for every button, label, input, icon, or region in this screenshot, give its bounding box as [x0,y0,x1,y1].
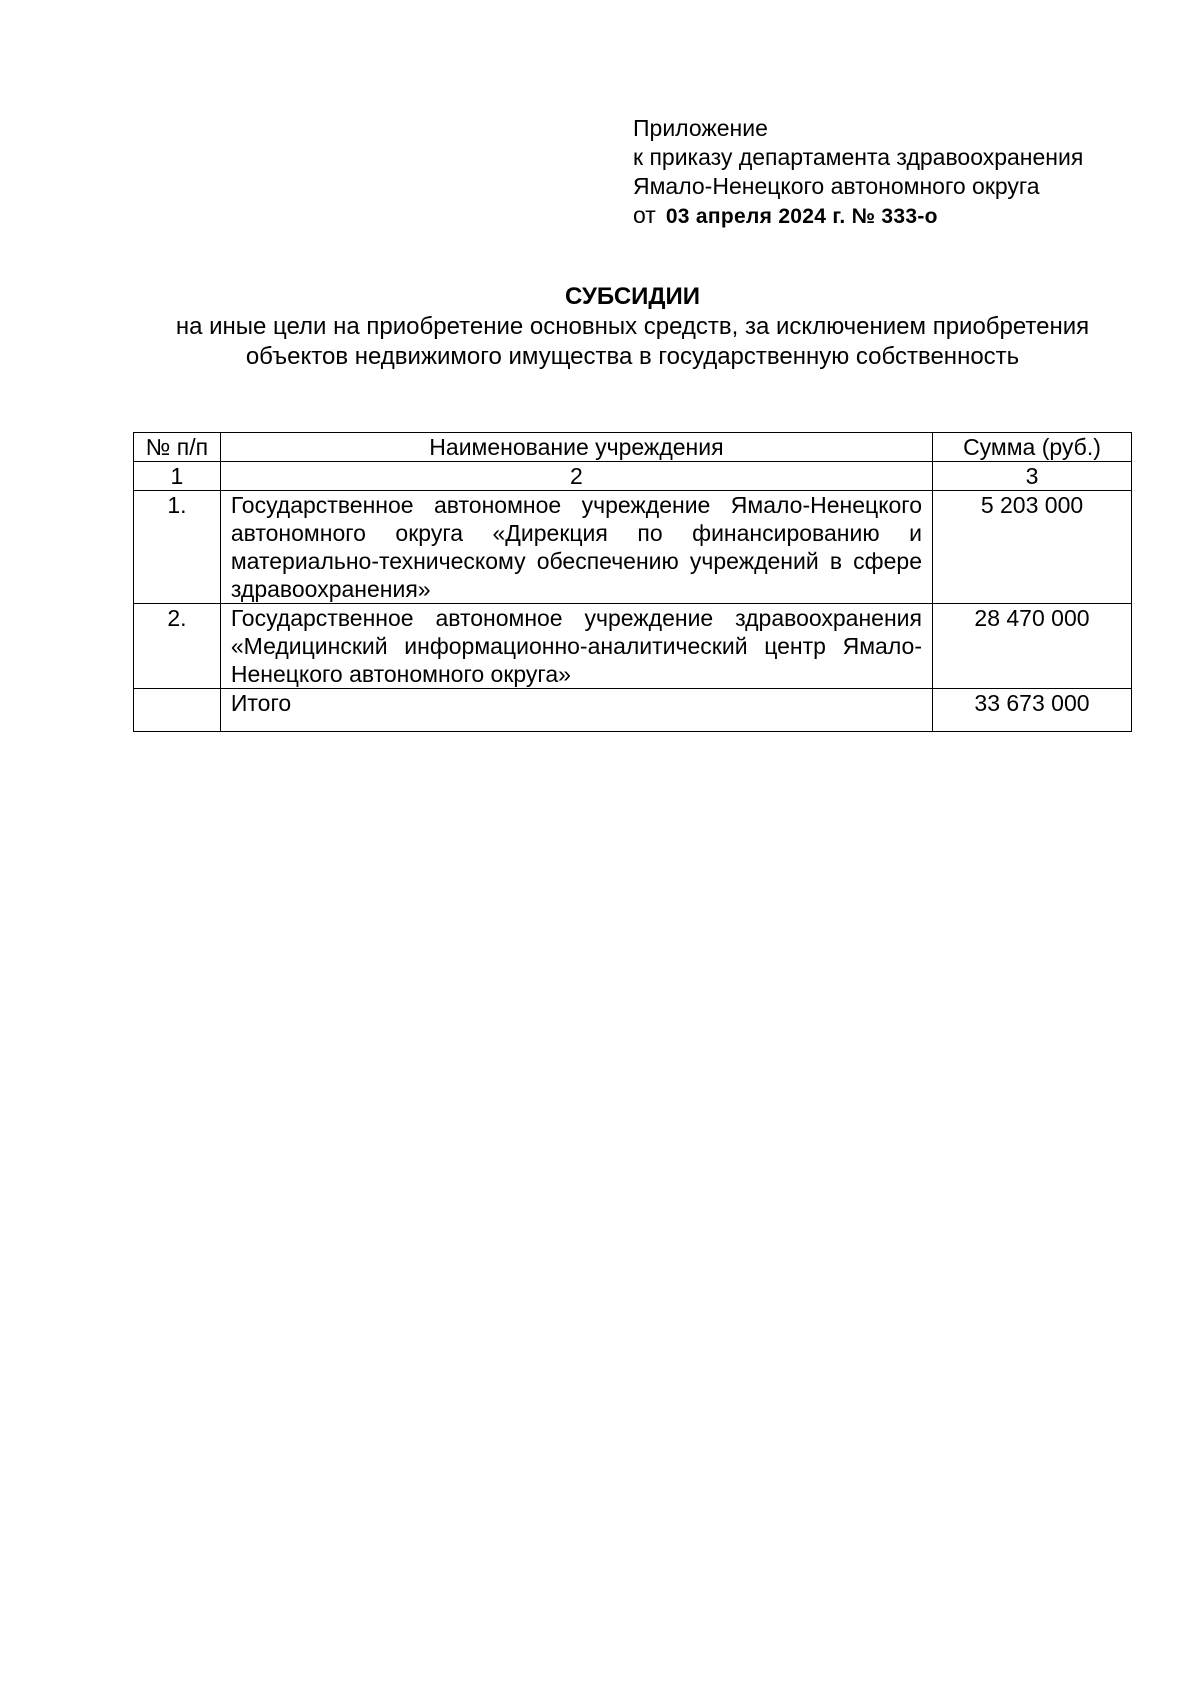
subsidies-table [133,432,1132,732]
table-row [134,491,1132,604]
order-date-number: 03 апреля 2024 г. № 333-о [665,205,938,228]
col-number-3: 3 [932,462,1131,491]
col-number-1: 1 [134,462,221,491]
row-sum: 5 203 000 [932,491,1131,604]
row-num: 1. [134,491,221,604]
document-heading [133,282,1132,372]
table-row [134,604,1132,689]
col-number-2: 2 [220,462,932,491]
document-subtitle: на иные цели на приобретение основных средств, за исключением приобретения объектов недвижимого имущества в государственную собственность [175,313,1090,370]
appendix-date-line [633,201,1083,231]
total-label: Итого [220,689,932,732]
document-title: СУБСИДИИ [564,283,701,310]
row-name: Государственное автономное учреждение Ямало-Ненецкого автономного округа «Дирекция по финансированию и материально-техническому обеспечению учреждений в сфере здравоохранения» [220,491,932,604]
total-sum: 33 673 000 [932,689,1131,732]
appendix-label: Приложение [633,115,768,141]
table-column-numbers-row [134,462,1132,491]
total-num [134,689,221,732]
table-header-row [134,433,1132,462]
appendix-region: Ямало-Ненецкого автономного округа [633,173,1040,199]
date-prefix: от [633,202,656,228]
table-total-row [134,689,1132,732]
appendix-header [633,114,1083,231]
row-name: Государственное автономное учреждение здравоохранения «Медицинский информационно-аналитический центр Ямало-Ненецкого автономного округа» [220,604,932,689]
header-sum: Сумма (руб.) [932,433,1131,462]
header-num: № п/п [134,433,221,462]
row-sum: 28 470 000 [932,604,1131,689]
header-name: Наименование учреждения [220,433,932,462]
appendix-order-reference: к приказу департамента здравоохранения [633,144,1084,170]
row-num: 2. [134,604,221,689]
